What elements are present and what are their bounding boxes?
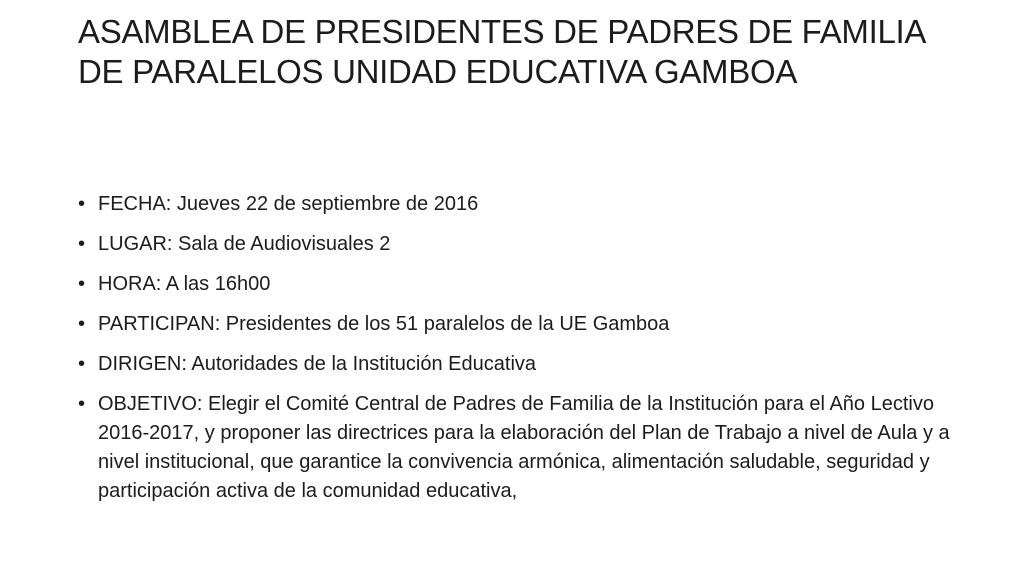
list-item-text: HORA: A las 16h00 (98, 273, 271, 295)
list-item-participan (78, 310, 958, 339)
bullet-icon: • (78, 353, 86, 375)
list-item-dirigen (78, 350, 958, 379)
list-item-hora (78, 270, 958, 299)
list-item-lugar (78, 230, 958, 259)
slide-title: ASAMBLEA DE PRESIDENTES DE PADRES DE FAMILIA DE PARALELOS UNIDAD EDUCATIVA GAMBOA (78, 13, 925, 90)
bullet-icon: • (78, 233, 86, 255)
list-item-text: OBJETIVO: Elegir el Comité Central de Padres de Familia de la Institución para el Año Lectivo 2016-2017, y proponer las directrices para la elaboración del Plan de Trabajo a nivel de Aula y a nivel institucional, que garantice la convivencia armónica, alimentación saludable, seguridad y participación activa de la comunidad educativa, (98, 393, 950, 502)
list-item-fecha (78, 190, 958, 219)
list-item-text: FECHA: Jueves 22 de septiembre de 2016 (98, 193, 479, 215)
bullet-icon: • (78, 393, 86, 415)
list-item-text: PARTICIPAN: Presidentes de los 51 paralelos de la UE Gamboa (98, 313, 670, 335)
bullet-list (78, 190, 958, 517)
list-item-objetivo (78, 390, 958, 506)
list-item-text: DIRIGEN: Autoridades de la Institución Educativa (98, 353, 537, 375)
bullet-icon: • (78, 193, 86, 215)
list-item-text: LUGAR: Sala de Audiovisuales 2 (98, 233, 391, 255)
bullet-icon: • (78, 313, 86, 335)
bullet-icon: • (78, 273, 86, 295)
